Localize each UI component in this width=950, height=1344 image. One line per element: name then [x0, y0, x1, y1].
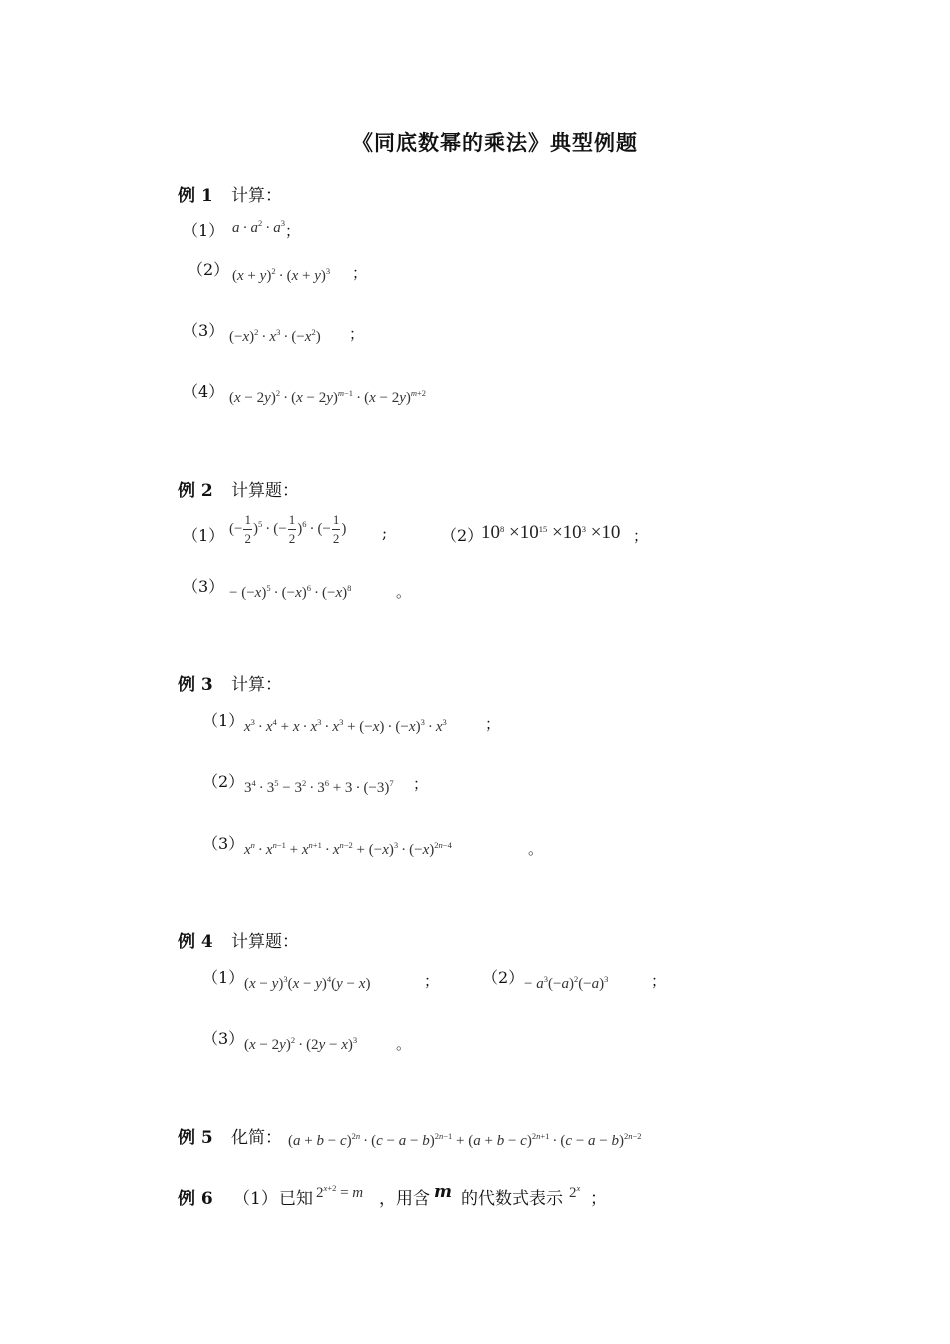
ex2-item1-formula: (− $\frac{1}{2}$ )$^5$ · (− $\frac{1}{2}$ )$^6$ · (− $\frac{1}{2}$ ) — [229, 512, 347, 546]
ex4-item3-formula: $(x - 2y)^2 \cdot (2y - x)^3$ — [244, 1035, 358, 1053]
ex4-item2-formula: − $a^3(-a)^2(-a)^3$ — [524, 974, 609, 992]
ex4-item1-end: ； — [424, 972, 440, 990]
example-5-label: 例 5 — [178, 1128, 213, 1148]
ex4-item3-number: （3） — [202, 1029, 245, 1048]
ex1-item1-number: （1） — [182, 221, 225, 240]
ex2-item3-end: 。 — [396, 583, 412, 601]
ex6-var-m: m — [434, 1182, 452, 1202]
ex1-item3-formula: $(-x)^2 \cdot x^3 \cdot (-x^2)$ — [229, 327, 321, 345]
ex2-item2-formula: $10^8 \times 10^{15} \times 10^3 \times 10$ — [481, 522, 621, 543]
example-4-label: 例 4 — [178, 932, 213, 952]
ex1-item2-end: ； — [352, 264, 368, 282]
ex3-item3-end: 。 — [528, 840, 544, 858]
ex3-item3-formula: $x^n \cdot x^{n-1} + x^{n+1} \cdot x^{n-2} + (-x)^3 \cdot (-x)^{2n-4}$ — [244, 840, 452, 858]
ex6-text-given: 已知 — [279, 1189, 313, 1209]
example-3-instruction: 计算： — [231, 675, 282, 695]
ex6-text-using: ，用含 — [379, 1189, 430, 1209]
ex1-item1-end: ； — [285, 222, 301, 240]
ex1-item1-formula: $a \cdot a^2 \cdot a^3$ — [232, 218, 285, 236]
example-4-instruction: 计算题： — [231, 932, 299, 952]
ex4-item1-formula: $(x - y)^3(x - y)^4(y - x)$ — [244, 974, 371, 992]
ex3-item1-end: ； — [485, 715, 501, 733]
page-title: 《同底数幂的乘法》典型例题 — [352, 130, 638, 155]
ex3-item1-formula: $x^3 \cdot x^4 + x \cdot x^3 \cdot x^3 + (-x) \cdot (-x)^3 \cdot x^3$ — [244, 717, 447, 735]
ex4-item3-end: 。 — [396, 1035, 412, 1053]
ex6-text-express: 的代数式表示 — [461, 1189, 563, 1209]
ex2-item1-number: （1） — [182, 526, 225, 545]
example-5-instruction: 化简： — [231, 1128, 282, 1148]
example-1-label: 例 1 — [178, 186, 213, 206]
ex4-item2-end: ； — [651, 972, 667, 990]
ex1-item4-formula: $(x - 2y)^2 \cdot (x - 2y)^{m-1} \cdot (x - 2y)^{m+2}$ — [229, 388, 427, 406]
ex3-item1-number: （1） — [202, 711, 245, 730]
ex6-item1-number: （1） — [233, 1189, 278, 1209]
ex1-item4-number: （4） — [182, 382, 225, 401]
ex4-item1-number: （1） — [202, 968, 245, 987]
ex1-item3-end: ； — [349, 325, 365, 343]
example-1-instruction: 计算： — [231, 186, 282, 206]
ex3-item2-end: ； — [413, 775, 429, 793]
ex3-item2-formula: $3^4 \cdot 3^5 - 3^2 \cdot 3^6 + 3 \cdot (-3)^7$ — [244, 778, 394, 796]
ex2-item2-end: ； — [633, 527, 649, 545]
example-2-instruction: 计算题： — [231, 481, 299, 501]
ex6-end: ； — [590, 1189, 607, 1209]
ex1-item2-formula: $(x + y)^2 \cdot (x + y)^3$ — [232, 266, 331, 284]
ex2-item2-number: （2） — [441, 526, 484, 545]
example-6-label: 例 6 — [178, 1189, 213, 1209]
ex1-item3-number: （3） — [182, 321, 225, 340]
ex1-item2-number: （2） — [187, 260, 230, 279]
ex2-item3-formula: − $(-x)^5 \cdot (-x)^6 \cdot (-x)^8$ — [229, 583, 352, 601]
ex6-given-formula: $2^{x+2} = m$ — [316, 1183, 364, 1201]
ex4-item2-number: （2） — [482, 968, 525, 987]
ex5-formula: $(a + b - c)^{2n} \cdot (c - a - b)^{2n-1} + (a + b - c)^{2n+1} \cdot (c - a - b)^{2n-2}$ — [288, 1131, 642, 1149]
example-3-label: 例 3 — [178, 675, 213, 695]
example-2-label: 例 2 — [178, 481, 213, 501]
ex2-item1-end: ; — [382, 524, 388, 542]
ex2-item3-number: （3） — [182, 577, 225, 596]
ex3-item2-number: （2） — [202, 772, 245, 791]
ex3-item3-number: （3） — [202, 834, 245, 853]
ex6-target-formula: 2$^x$ — [569, 1183, 581, 1201]
